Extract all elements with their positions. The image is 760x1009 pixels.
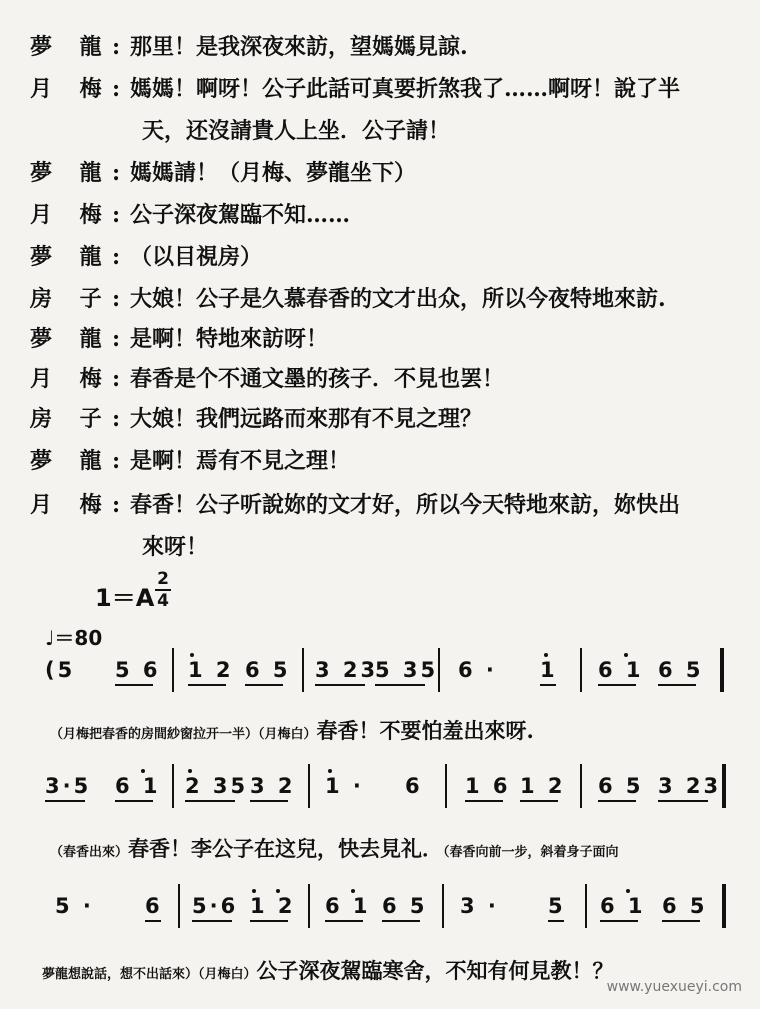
time-signature [155,570,171,610]
dialogue-line: 夢 龍: （以目視房） [30,244,263,270]
note: 6 [405,774,423,798]
key-signature: 1＝A [95,584,155,612]
note: 3 · [460,894,499,918]
dialogue-line: 夢 龍: 是啊！特地來訪呀！ [30,326,329,352]
note: 5·6 [192,894,239,918]
dialogue-line: 月 梅: 春香是个不通文墨的孩子．不見也罢！ [30,366,505,392]
note: (5 [45,658,76,682]
tempo-mark: ♩＝80 [45,626,103,650]
note: 1 6 [465,774,511,798]
note: 6 · [458,658,497,682]
dialogue-line: 月 梅: 媽媽！啊呀！公子此話可真要折煞我了……啊呀！說了半 [30,76,681,102]
note: 3 2 [250,774,296,798]
dialogue-continuation: 來呀！ [142,534,209,560]
note: 1 · [325,774,364,798]
dialogue-line: 月 梅: 公子深夜駕臨不知…… [30,202,351,228]
time-denominator: 4 [157,591,169,611]
stage-direction: （月梅把春香的房間紗窗拉开一半）（月梅白）春香！不要怕羞出來呀. [50,718,534,743]
note: 6 5 [245,658,291,682]
dialogue-continuation: 天，还沒請貴人上坐．公子請！ [142,118,451,144]
note: 2 35 [185,774,249,798]
note: 3 23 [315,658,379,682]
note: 6 1 [325,894,371,918]
note: 6 1 [600,894,646,918]
dialogue-line: 夢 龍: 媽媽請！（月梅、夢龍坐下） [30,160,417,186]
dialogue-line: 夢 龍: 是啊！焉有不見之理！ [30,448,351,474]
watermark: www.yuexueyi.com [606,979,742,995]
dialogue-line: 房 子: 大娘！公子是久慕春香的文才出众，所以今夜特地來訪. [30,286,666,312]
score-row-3 [40,884,730,934]
dialogue-line: 月 梅: 春香！公子听說妳的文才好，所以今天特地來訪，妳快出 [30,492,681,518]
stage-direction: （春香出來）春香！李公子在这兒，快去見礼．（春香向前一步，斜着身子面向 [50,836,619,861]
time-numerator: 2 [157,569,169,589]
note: 1 [540,658,558,682]
note: 5 35 [375,658,439,682]
note: 6 1 [115,774,161,798]
note: 6 5 [658,658,704,682]
note: 5 · [55,894,94,918]
dialogue-line: 夢 龍: 那里！是我深夜來訪，望媽媽見諒. [30,34,468,60]
note: 1 2 [188,658,234,682]
note: 3 23 [658,774,722,798]
stage-direction: 夢龍想說話，想不出話來）（月梅白）公子深夜駕臨寒舍，不知有何見教！？ [42,958,614,983]
note: 5 6 [115,658,161,682]
score-row-1 [40,648,730,698]
note: 5 [548,894,566,918]
note: 1 2 [250,894,296,918]
note: 6 5 [662,894,708,918]
note: 3·5 [45,774,92,798]
dialogue-line: 房 子: 大娘！我們远路而來那有不見之理？ [30,406,483,432]
note: 6 [145,894,163,918]
note: 6 5 [382,894,428,918]
note: 1 2 [520,774,566,798]
note: 6 5 [598,774,644,798]
score-row-2 [40,764,730,814]
note: 6 1 [598,658,644,682]
